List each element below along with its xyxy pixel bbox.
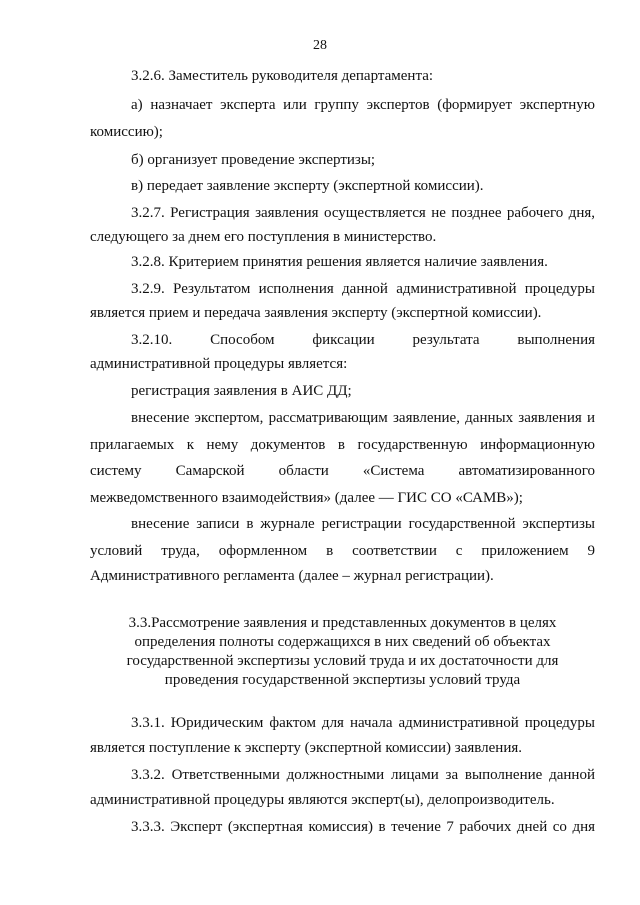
page-number: 28 [313, 38, 327, 53]
paragraph-line: систему Самарской области «Система автоматизированного [90, 463, 595, 479]
paragraph-line: комиссию); [90, 124, 163, 140]
paragraph-line: внесение экспертом, рассматривающим заявление, данных заявления и [131, 410, 595, 426]
section-heading-line: определения полноты содержащихся в них сведений об объектах [134, 634, 551, 650]
paragraph-line: б) организует проведение экспертизы; [131, 152, 376, 168]
paragraph-line: 3.3.3. Эксперт (экспертная комиссия) в течение 7 рабочих дней со дня [131, 819, 595, 835]
paragraph-line: административной процедуры является: [90, 356, 348, 372]
paragraph-line: Административного регламента (далее – журнал регистрации). [90, 568, 494, 584]
paragraph-line: является прием и передача заявления эксперту (экспертной комиссии). [90, 305, 542, 321]
section-heading-line: государственной экспертизы условий труда и их достаточности для [126, 653, 559, 669]
section-heading-line: 3.3.Рассмотрение заявления и представленных документов в целях [128, 615, 557, 631]
paragraph-line: 3.2.8. Критерием принятия решения является наличие заявления. [131, 254, 548, 270]
paragraph-line: 3.2.10. Способом фиксации результата выполнения [131, 332, 595, 348]
paragraph-line: 3.3.1. Юридическим фактом для начала административной процедуры [131, 715, 595, 731]
paragraph-line: 3.2.7. Регистрация заявления осуществляется не позднее рабочего дня, [131, 205, 595, 221]
paragraph-line: следующего за днем его поступления в министерство. [90, 229, 437, 245]
paragraph-line: является поступление к эксперту (экспертной комиссии) заявления. [90, 740, 523, 756]
section-heading-line: проведения государственной экспертизы условий труда [164, 672, 521, 688]
paragraph-line: внесение записи в журнале регистрации государственной экспертизы [131, 516, 595, 532]
paragraph-line: межведомственного взаимодействия» (далее — ГИС СО «САМВ»); [90, 490, 523, 506]
paragraph-line: 3.2.6. Заместитель руководителя департамента: [131, 68, 434, 84]
paragraph-line: 3.2.9. Результатом исполнения данной административной процедуры [131, 281, 595, 297]
paragraph-line: а) назначает эксперта или группу экспертов (формирует экспертную [131, 97, 595, 113]
paragraph-line: регистрация заявления в АИС ДД; [131, 383, 352, 399]
paragraph-line: административной процедуры являются эксперт(ы), делопроизводитель. [90, 792, 555, 808]
paragraph-line: 3.3.2. Ответственными должностными лицами за выполнение данной [131, 767, 595, 783]
paragraph-line: условий труда, оформленном в соответствии с приложением 9 [90, 543, 595, 559]
paragraph-line: в) передает заявление эксперту (экспертной комиссии). [131, 178, 484, 194]
paragraph-line: прилагаемых к нему документов в государственную информационную [90, 437, 595, 453]
